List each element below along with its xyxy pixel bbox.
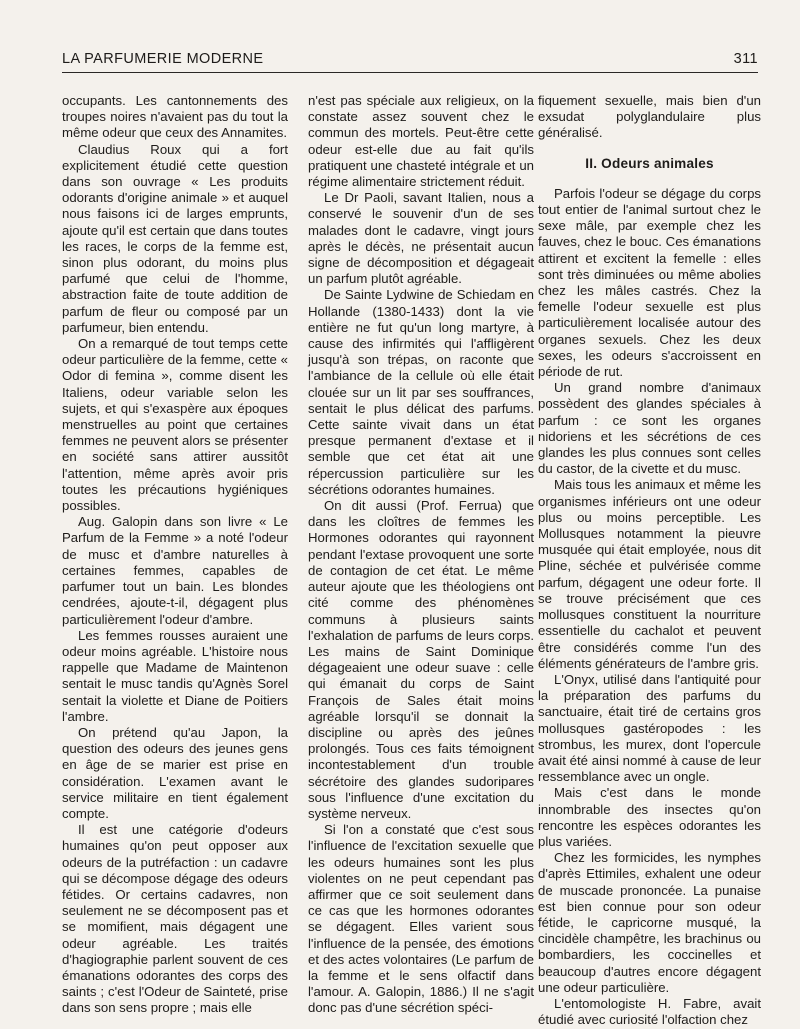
page-number: 311 — [733, 51, 758, 67]
paragraph: Si l'on a constaté que c'est sous l'influence de l'excitation sexuelle que les odeurs humaines sont les plus violentes on ne peut cependant pas affirmer que ce soit seulement dans ce cas que les hormones odorantes se dégagent. Elles varient sous l'influence de la pensée, des émotions et des actes volontaires (Le parfum de la femme et le sens olfactif dans l'amour. A. Galopin, 1886.) Il ne s'agit donc pas d'une sécrétion spéci- — [308, 822, 534, 1016]
paragraph: Aug. Galopin dans son livre « Le Parfum de la Femme » a noté l'odeur de musc et d'ambre naturelles à certaines femmes, capables de parfumer tout un bain. Les blondes cendrées, ajoute-t-il, dégagent plus particulièrement l'odeur d'ambre. — [62, 514, 288, 627]
paragraph: Un grand nombre d'animaux possèdent des glandes spéciales à parfum : ce sont les organes nidoriens et les sécrétions de ces glandes les plus connues sont celles du castor, de la civette et du musc. — [538, 380, 761, 477]
paragraph: Parfois l'odeur se dégage du corps tout entier de l'animal surtout chez le sexe mâle, par exemple chez les fauves, chez le bouc. Ces émanations attirent et excitent la femelle : elles sont très diminuées ou même abolies chez les mâles castrés. Chez la femelle l'odeur sexuelle est plus particulièrement localisée autour des organes sexuels. Chez les deux sexes, les odeurs s'accroissent en période de rut. — [538, 185, 761, 380]
section-heading: II. Odeurs animales — [585, 155, 714, 171]
paragraph: fiquement sexuelle, mais bien d'un exsudat polyglandulaire plus généralisé. — [538, 93, 761, 141]
paragraph: Mais c'est dans le monde innombrable des insectes qu'on rencontre les espèces odorantes les plus variées. — [538, 785, 761, 849]
paragraph: Chez les formicides, les nymphes d'après Ettimiles, exhalent une odeur de muscade prononcée. La punaise est bien connue pour son odeur fétide, le capricorne musqué, la cincidèle champêtre, les brachinus ou bombardiers, les coccinelles et beaucoup d'autres encore dégagent une odeur particulière. — [538, 850, 761, 995]
text-column-1 — [62, 93, 288, 1017]
running-header — [62, 50, 758, 73]
paragraph: On a remarqué de tout temps cette odeur particulière de la femme, cette « Odor di femina », comme disent les Italiens, odeur variable selon les sujets, et qui s'exaspère aux époques menstruelles au point que certaines femmes ne peuvent alors se présenter en société sans attirer aussitôt l'attention, même après avoir pris toutes les précautions hygiéniques possibles. — [62, 336, 288, 514]
running-title: LA PARFUMERIE MODERNE — [62, 51, 264, 67]
paragraph: L'Onyx, utilisé dans l'antiquité pour la préparation des parfums du sanctuaire, était tiré de certains gros mollusques gastéropodes : les strombus, les murex, dont l'opercule avait été ainsi nommé à cause de leur ressemblance avec un ongle. — [538, 671, 761, 785]
paragraph: L'entomologiste H. Fabre, avait étudié avec curiosité l'olfaction chez — [538, 995, 761, 1028]
paragraph: Mais tous les animaux et même les organismes inférieurs ont une odeur plus ou moins perceptible. Les Mollusques notamment la pieuvre musquée qui était employée, nous dit Pline, séchée et pulvérisée comme parfum, dégagent une odeur forte. Il se trouve précisément que ces mollusques constituent la nourriture essentielle du cachalot et peuvent être considérés comme l'un des éléments générateurs de l'ambre gris. — [538, 477, 761, 671]
text-column-3 — [538, 93, 761, 1028]
paragraph: De Sainte Lydwine de Schiedam en Hollande (1380-1433) dont la vie entière ne fut qu'un long martyre, à cause des infirmités qui l'affligèrent jusqu'à son trépas, on raconte que l'ambiance de la cellule où elle était clouée sur un lit par ses souffrances, sentait le plus délicat des parfums. Cette sainte vivait dans un état presque permanent d'extase et il semble que cet état ait une répercussion particulière sur les sécrétions odorantes humaines. — [308, 287, 534, 497]
paragraph: Claudius Roux qui a fort explicitement étudié cette question dans son ouvrage « Les produits odorants d'origine animale » et auquel nous faisons ici de larges emprunts, ajoute qu'il est certain que dans toutes les races, le corps de la femme est, sinon plus odorant, du moins plus parfumé que celui de l'homme, abstraction faite de toute addition de parfum de fleur ou composé par un parfumeur, bien entendu. — [62, 141, 288, 335]
paragraph: Les femmes rousses auraient une odeur moins agréable. L'histoire nous rappelle que Madame de Maintenon sentait le musc tandis qu'Agnès Sorel sentait la violette et Diane de Poitiers l'ambre. — [62, 627, 288, 724]
paragraph: Il est une catégorie d'odeurs humaines qu'on peut opposer aux odeurs de la putréfaction : un cadavre qui se décompose dégage des odeurs fétides. Or certains cadavres, non seulement ne se décomposent pas et se momifient, mais dégagent une odeur agréable. Les traités d'hagiographie parlent souvent de ces émanations odorantes des corps des saints ; c'est l'Odeur de Sainteté, prise dans son sens propre ; mais elle — [62, 822, 288, 1016]
paragraph: occupants. Les cantonnements des troupes noires n'avaient pas du tout la même odeur que ceux des Annamites. — [62, 93, 288, 141]
text-column-2 — [308, 93, 534, 1017]
paragraph: n'est pas spéciale aux religieux, on la constate assez souvent chez le commun des mortels. Peut-être cette odeur est-elle due au fait qu'ils pratiquent une chasteté intégrale et un régime alimentaire strictement réduit. — [308, 93, 534, 190]
paragraph: On dit aussi (Prof. Ferrua) que dans les cloîtres de femmes les Hormones odorantes qui rayonnent pendant l'extase provoquent une sorte de contagion de cet état. Le même auteur ajoute que les théologiens ont cité comme des phénomènes communs à plusieurs saints l'exhalation de parfums de leurs corps. Les mains de Saint Dominique dégageaient une odeur suave : celle qui émanait du corps de Saint François de Sales était moins agréable lorsqu'il se donnait la discipline ou après des jeûnes prolongés. Tous ces faits témoignent incontestablement d'un trouble sécrétoire des glandes sudoripares sous l'influence d'une excitation du système nerveux. — [308, 498, 534, 821]
paragraph: Le Dr Paoli, savant Italien, nous a conservé le souvenir d'un de ses malades dont le cadavre, vingt jours après le décès, ne présentait aucun signe de décomposition et dégageait un parfum plutôt agréable. — [308, 190, 534, 287]
paragraph: On prétend qu'au Japon, la question des odeurs des jeunes gens en âge de se marier est prise en considération. L'examen avant le service militaire en tient également compte. — [62, 724, 288, 821]
